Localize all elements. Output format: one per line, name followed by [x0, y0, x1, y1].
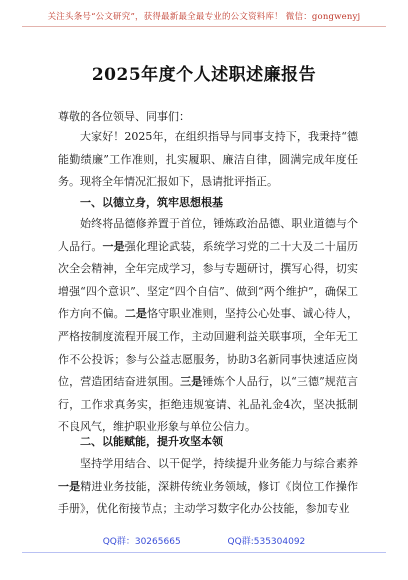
point-1-marker: 一是 [102, 239, 125, 253]
section-2-lead: 坚持学用结合、以干促学，持续提升业务能力与综合素养 [80, 457, 358, 470]
header-banner: 关注头条号“公文研究”，获得最新最全最专业的公文资料库！ 微信：gongwenyj [47, 12, 361, 22]
footer-contacts [0, 534, 408, 547]
section-2-point-1-text: 精进业务技能，深耕传统业务领域，修订《岗位工作操作手册》，优化衔接节点；主动学习数字化办公技能，参加专业 [58, 479, 359, 516]
section-1-lead: 始终将品德修养置于首位，锤炼政治品德、职业道德与个人品行。 [58, 217, 358, 253]
intro-text: 大家好！2025年，在组织指导与同事支持下，我秉持“德能勤绩廉”工作准则，扎实履职、廉洁自律，圆满完成年度任务。现将全年情况汇报如下，恳请批评指正。 [58, 130, 358, 189]
section-1-heading: 一、以德立身，筑牢思想根基 [80, 196, 223, 209]
point-2-text: 恪守职业准则，坚持公心处事、诚心待人，严格按制度流程开展工作，主动回避利益关联事项，全年无工作不公投诉；参与公益志愿服务，协助3名新同事快速适应岗位，营造团结奋进氛围。 [58, 307, 359, 389]
document-title: 2025年度个人述职述廉报告 [91, 65, 317, 85]
section-1-paragraph [58, 213, 358, 439]
point-1-text: 强化理论武装，系统学习党的二十大及二十届历次全会精神，全年完成学习，参与专题研讨，撰写心得，切实增强“四个意识”、坚定“四个自信”、做到“两个维护”，确保工作方向不偏。 [58, 239, 359, 321]
section-2-body [58, 453, 358, 521]
point-3-marker: 三是 [180, 375, 203, 389]
footer-divider [22, 552, 386, 553]
footer-qq-group-2: QQ群:535304092 [227, 537, 306, 547]
point-3-text: 锤炼个人品行，以“三德”规范言行，工作求真务实，拒绝违规宴请、礼品礼金4次，坚决抵制不良风气，维护职业形象与单位公信力。 [58, 375, 359, 434]
point-2-marker: 二是 [124, 307, 147, 321]
section-2-heading: 二、以能赋能，提升攻坚本领 [80, 435, 223, 448]
section-2-paragraph [58, 453, 358, 521]
header-divider [22, 26, 386, 27]
section-1-body [58, 213, 358, 439]
intro-paragraph [58, 126, 358, 194]
salutation-text: 尊敬的各位领导、同事们： [58, 110, 190, 123]
footer-qq-group-1: QQ群：30265665 [102, 537, 181, 547]
section-2-point-1-marker: 一是 [58, 479, 81, 493]
